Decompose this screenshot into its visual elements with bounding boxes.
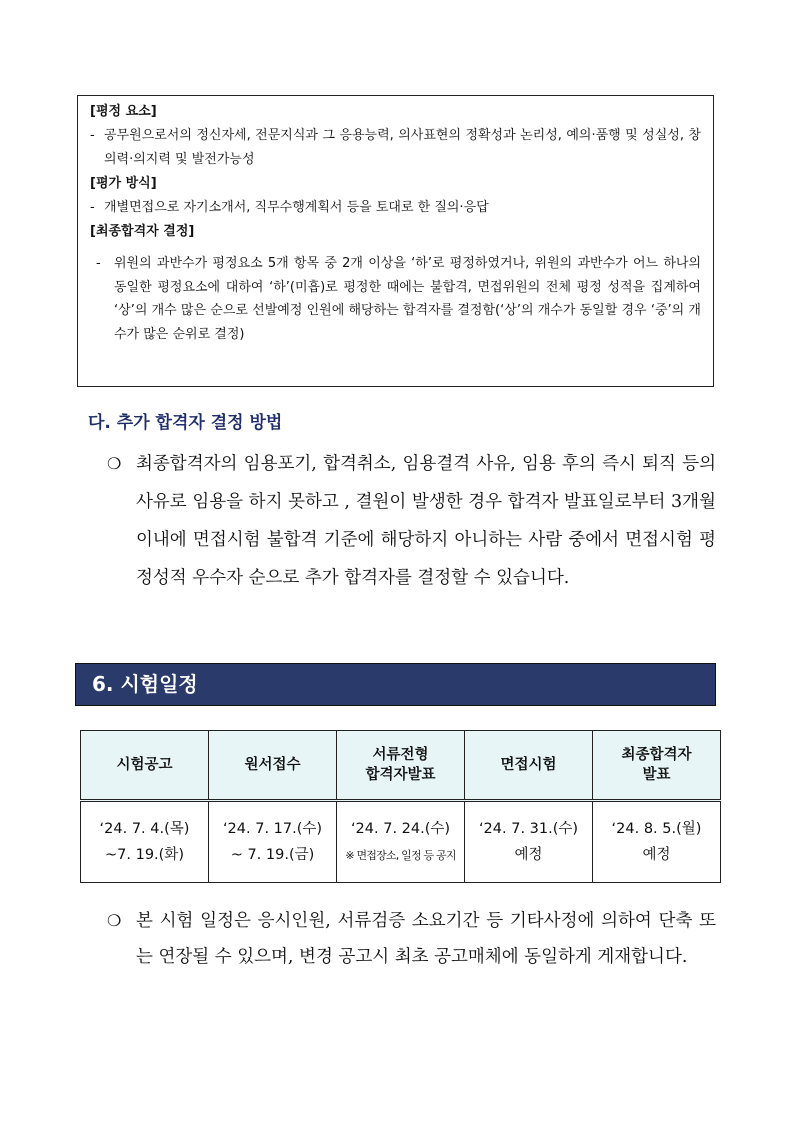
eval-elements-heading: [평정 요소] [90,104,157,119]
table-row [81,801,721,883]
table-cell: ‘24. 7. 24.(수) ※ 면접장소, 일정 등 공지 [337,801,465,883]
table-header: 시험공고 [81,731,209,801]
dash-marker: - [96,256,101,271]
circle-bullet-icon: ❍ [107,911,122,930]
eval-elements-item [90,124,701,172]
dash-marker: - [90,200,95,215]
table-cell: ‘24. 7. 31.(수) 예정 [465,801,593,883]
schedule-note-paragraph [107,903,716,975]
evaluation-criteria-box [77,95,714,387]
eval-method-heading: [평가 방식] [90,176,157,191]
additional-pass-text: 최종합격자의 임용포기, 합격취소, 임용결격 사유, 임용 후의 즉시 퇴직 등의 사유로 임용을 하지 못하고 , 결원이 발생한 경우 합격자 발표일로부터 3개월 이내에 면접시험 불합격 기준에 해당하지 아니하는 사람 중에서 면접시험 평정성적 우수자 순으로 추가 합격자를 결정할 수 있습니다. [136,454,716,588]
final-decision-heading: [최종합격자 결정] [90,224,195,239]
dash-marker: - [90,128,95,143]
eval-elements-text: 공무원으로서의 정신자세, 전문지식과 그 응용능력, 의사표현의 정확성과 논리성, 예의·품행 및 성실성, 창의력·의지력 및 발전가능성 [104,128,701,167]
exam-schedule-table [80,730,721,883]
eval-method-text: 개별면접으로 자기소개서, 직무수행계획서 등을 토대로 한 질의·응답 [104,200,489,215]
table-header-row [81,731,721,801]
section-6-banner: 6. 시험일정 [75,663,716,706]
eval-method-item [90,196,701,220]
table-header: 서류전형 합격자발표 [337,731,465,801]
final-decision-text: 위원의 과반수가 평정요소 5개 항목 중 2개 이상을 ‘하’로 평정하였거나, 위원의 과반수가 어느 하나의 동일한 평정요소에 대하여 ‘하’(미흡)로 평정한 때에는 불합격, 면접위원의 전체 평정 성적을 집계하여 ‘상’의 개수 많은 순으로 선발예정 인원에 해당하는 합격자를 결정함(‘상’의 개수가 동일할 경우 ‘중’의 개수가 많은 순위로 결정) [114,256,701,342]
final-decision-item [90,252,701,346]
table-cell: ‘24. 7. 17.(수) ~ 7. 19.(금) [209,801,337,883]
table-header: 면접시험 [465,731,593,801]
schedule-note: ※ 면접장소, 일정 등 공지 [345,848,456,862]
additional-pass-heading: 다. 추가 합격자 결정 방법 [88,413,283,433]
table-cell: ‘24. 7. 4.(목) ~7. 19.(화) [81,801,209,883]
table-header: 최종합격자 발표 [593,731,721,801]
circle-bullet-icon: ❍ [107,454,122,473]
additional-pass-paragraph [107,445,716,597]
schedule-note-text: 본 시험 일정은 응시인원, 서류검증 소요기간 등 기타사정에 의하여 단축 또는 연장될 수 있으며, 변경 공고시 최초 공고매체에 동일하게 게재합니다. [136,911,716,967]
table-cell: ‘24. 8. 5.(월) 예정 [593,801,721,883]
table-header: 원서접수 [209,731,337,801]
